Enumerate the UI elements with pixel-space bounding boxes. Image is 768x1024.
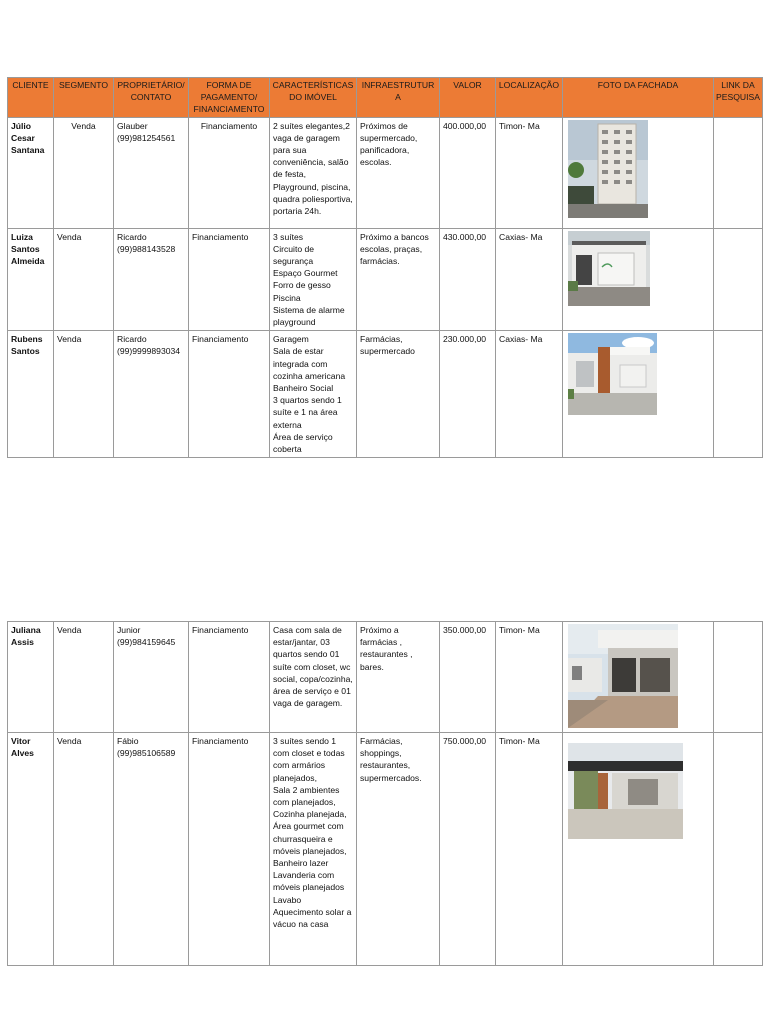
cell-proprietario: Glauber (99)981254561 <box>114 117 189 228</box>
cell-infraestrutura: Próximos de supermercado, panificadora, escolas. <box>357 117 440 228</box>
cell-foto <box>563 331 714 458</box>
cell-localizacao: Timon- Ma <box>496 622 563 733</box>
cell-proprietario: Junior (99)984159645 <box>114 622 189 733</box>
header-pagamento: FORMA DE PAGAMENTO/ FINANCIAMENTO <box>189 78 270 118</box>
cell-proprietario: Ricardo (99)988143528 <box>114 228 189 331</box>
cell-segmento: Venda <box>54 117 114 228</box>
cell-localizacao: Caxias- Ma <box>496 331 563 458</box>
table-row <box>8 331 763 458</box>
header-foto: FOTO DA FACHADA <box>563 78 714 118</box>
cell-pagamento: Financiamento <box>189 331 270 458</box>
cell-proprietario: Ricardo (99)9999893034 <box>114 331 189 458</box>
cell-infraestrutura: Farmácias, shoppings, restaurantes, supermercados. <box>357 733 440 966</box>
cell-infraestrutura: Próximo a bancos escolas, praças, farmácias. <box>357 228 440 331</box>
cell-link <box>714 228 763 331</box>
cell-foto <box>563 622 714 733</box>
table-row <box>8 733 763 966</box>
cell-link <box>714 733 763 966</box>
cell-valor: 400.000,00 <box>440 117 496 228</box>
cell-localizacao: Timon- Ma <box>496 733 563 966</box>
cell-segmento: Venda <box>54 622 114 733</box>
cell-caracteristicas: 3 suítes Circuito de segurança Espaço Gourmet Forro de gesso Piscina Sistema de alarme playground <box>270 228 357 331</box>
header-link: LINK DA PESQUISA <box>714 78 763 118</box>
table-header-row <box>8 78 763 118</box>
cell-infraestrutura: Próximo a farmácias , restaurantes , bares. <box>357 622 440 733</box>
cell-caracteristicas: Garagem Sala de estar integrada com cozinha americana Banheiro Social 3 quartos sendo 1 suíte e 1 na área externa Área de serviço coberta <box>270 331 357 458</box>
cell-proprietario: Fábio (99)985106589 <box>114 733 189 966</box>
cell-cliente: Júlio Cesar Santana <box>8 117 54 228</box>
cell-infraestrutura: Farmácias, supermercado <box>357 331 440 458</box>
cell-segmento: Venda <box>54 228 114 331</box>
table-row <box>8 117 763 228</box>
cell-pagamento: Financiamento <box>189 117 270 228</box>
cell-pagamento: Financiamento <box>189 733 270 966</box>
cell-cliente: Juliana Assis <box>8 622 54 733</box>
cell-caracteristicas: 3 suítes sendo 1 com closet e todas com armários planejados, Sala 2 ambientes com planejados, Cozinha planejada, Área gourmet com churrasqueira e móveis planejados, Banheiro lazer Lavanderia com móveis planejados Lavabo Aquecimento solar a vácuo na casa <box>270 733 357 966</box>
cell-foto <box>563 228 714 331</box>
cell-foto <box>563 117 714 228</box>
header-localizacao: LOCALIZAÇÃO <box>496 78 563 118</box>
modern-house-photo <box>568 333 657 415</box>
cell-pagamento: Financiamento <box>189 228 270 331</box>
cell-foto <box>563 733 714 966</box>
cell-localizacao: Caxias- Ma <box>496 228 563 331</box>
cell-valor: 750.000,00 <box>440 733 496 966</box>
header-valor: VALOR <box>440 78 496 118</box>
cell-link <box>714 117 763 228</box>
properties-table-continued <box>7 621 763 966</box>
cell-segmento: Venda <box>54 331 114 458</box>
header-cliente: CLIENTE <box>8 78 54 118</box>
properties-table-top <box>7 77 763 458</box>
cell-segmento: Venda <box>54 733 114 966</box>
cell-cliente: Vitor Alves <box>8 733 54 966</box>
cell-cliente: Luiza Santos Almeida <box>8 228 54 331</box>
table-row <box>8 622 763 733</box>
house-garage-photo <box>568 231 650 306</box>
cell-cliente: Rubens Santos <box>8 331 54 458</box>
cell-link <box>714 622 763 733</box>
header-infraestrutura: INFRAESTRUTURA <box>357 78 440 118</box>
cell-pagamento: Financiamento <box>189 622 270 733</box>
cell-valor: 350.000,00 <box>440 622 496 733</box>
house-porch-photo <box>568 624 678 728</box>
cell-valor: 230.000,00 <box>440 331 496 458</box>
cell-caracteristicas: 2 suítes elegantes,2 vaga de garagem para sua conveniência, salão de festa, Playground, piscina, quadra poliesportiva, portaria 24h. <box>270 117 357 228</box>
cell-caracteristicas: Casa com sala de estar/jantar, 03 quartos sendo 01 suíte com closet, wc social, copa/cozinha, área de serviço e 01 vaga de garagem. <box>270 622 357 733</box>
header-proprietario: PROPRIETÁRIO/ CONTATO <box>114 78 189 118</box>
apartment-building-photo <box>568 120 648 218</box>
cell-valor: 430.000,00 <box>440 228 496 331</box>
contemporary-house-photo <box>568 743 683 839</box>
table-row <box>8 228 763 331</box>
cell-localizacao: Timon- Ma <box>496 117 563 228</box>
cell-link <box>714 331 763 458</box>
header-segmento: SEGMENTO <box>54 78 114 118</box>
header-caracteristicas: CARACTERÍSTICAS DO IMÓVEL <box>270 78 357 118</box>
